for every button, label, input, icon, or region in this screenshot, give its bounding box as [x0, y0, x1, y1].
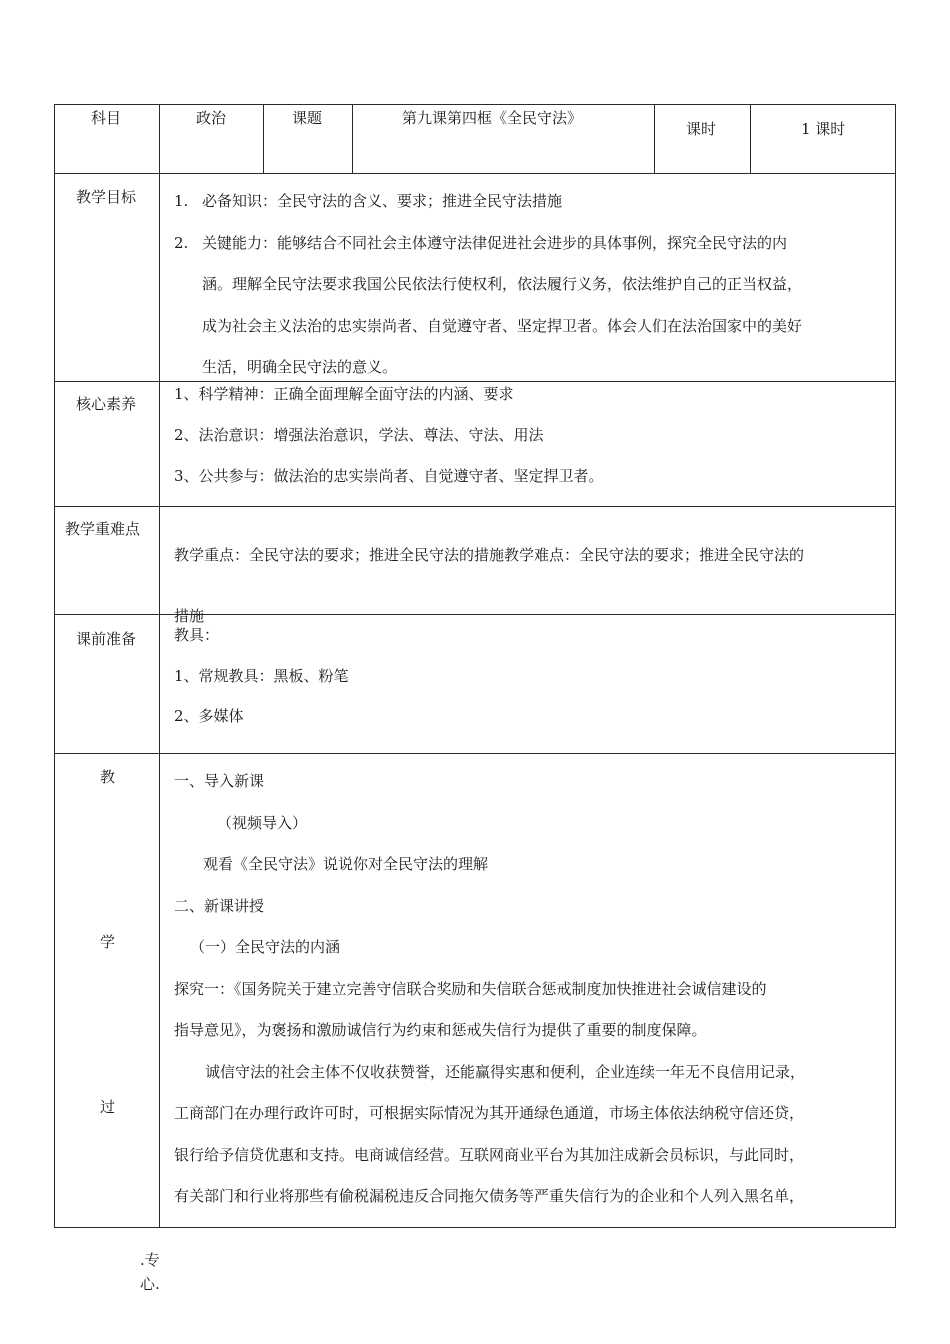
process-line: 探究一：《国务院关于建立完善守信联合奖励和失信联合惩戒制度加快推进社会诚信建设的 [174, 980, 767, 998]
process-label-char: 教 [100, 768, 116, 786]
column-divider [654, 104, 655, 174]
column-divider [159, 104, 160, 1228]
keypoints-label: 教学重难点 [65, 520, 141, 538]
subject-value: 政治 [196, 109, 227, 127]
goal-item-line: 关键能力：能够结合不同社会主体遵守法律促进社会进步的具体事例，探究全民守法的内 [202, 234, 788, 252]
process-label-char: 过 [100, 1098, 116, 1116]
column-divider [263, 104, 264, 174]
keypoints-text: 教学重点：全民守法的要求；推进全民守法的措施教学难点：全民守法的要求；推进全民守法的 [174, 546, 805, 564]
footer-mark: 心. [140, 1275, 160, 1293]
prep-label: 课前准备 [76, 630, 137, 648]
goal-number: 2. [174, 234, 189, 252]
process-section-heading: 二、新课讲授 [174, 897, 265, 915]
goals-label: 教学目标 [76, 188, 137, 206]
hours-label: 课时 [686, 120, 717, 138]
literacy-item: 3、公共参与：做法治的忠实崇尚者、自觉遵守者、坚定捍卫者。 [174, 467, 604, 485]
goal-item-line: 涵。理解全民守法要求我国公民依法行使权利，依法履行义务，依法维护自己的正当权益， [202, 275, 803, 293]
keypoints-text-clipped: 措施 [174, 607, 205, 625]
process-line: 银行给予信贷优惠和支持。电商诚信经营。互联网商业平台为其加注成新会员标识，与此同时， [174, 1146, 805, 1164]
process-section-heading: 一、导入新课 [174, 772, 265, 790]
process-subheading: （一）全民守法的内涵 [190, 938, 341, 956]
process-line: 指导意见》，为褒扬和激励诚信行为约束和惩戒失信行为提供了重要的制度保障。 [174, 1021, 707, 1039]
process-line: 有关部门和行业将那些有偷税漏税违反合同拖欠债务等严重失信行为的企业和个人列入黑名单， [174, 1187, 805, 1205]
goal-item-line: 生活，明确全民守法的意义。 [202, 358, 398, 376]
process-line: 诚信守法的社会主体不仅收获赞誉，还能赢得实惠和便利，企业连续一年无不良信用记录， [205, 1063, 806, 1081]
prep-item: 2、多媒体 [174, 707, 244, 725]
goal-number: 1. [174, 192, 189, 210]
subject-label: 科目 [91, 109, 122, 127]
process-line: 工商部门在办理行政许可时，可根据实际情况为其开通绿色通道，市场主体依法纳税守信还贷， [174, 1104, 805, 1122]
footer-mark: .专 [140, 1251, 160, 1269]
table-border-left [54, 104, 55, 1228]
process-line: 观看《全民守法》说说你对全民守法的理解 [203, 855, 489, 873]
table-border-top [54, 104, 896, 105]
row-divider [54, 381, 896, 382]
row-divider [54, 506, 896, 507]
process-label-char: 学 [100, 933, 116, 951]
row-divider [54, 173, 896, 174]
literacy-item: 1、科学精神：正确全面理解全面守法的内涵、要求 [174, 385, 514, 403]
topic-label: 课题 [292, 109, 323, 127]
topic-value: 第九课第四框《全民守法》 [402, 109, 583, 127]
goal-item-line: 成为社会主义法治的忠实崇尚者、自觉遵守者、坚定捍卫者。体会人们在法治国家中的美好 [202, 317, 803, 335]
table-border-right [895, 104, 896, 1228]
prep-item: 教具： [174, 626, 220, 644]
table-border-bottom [54, 1227, 896, 1228]
hours-value: 1 课时 [801, 120, 846, 138]
goal-item: 必备知识：全民守法的含义、要求；推进全民守法措施 [202, 192, 563, 210]
literacy-item: 2、法治意识：增强法治意识，学法、尊法、守法、用法 [174, 426, 544, 444]
literacy-label: 核心素养 [76, 395, 137, 413]
column-divider [750, 104, 751, 174]
process-line: （视频导入） [217, 814, 308, 832]
keypoints-overflow-clip [174, 606, 294, 625]
prep-item: 1、常规教具：黑板、粉笔 [174, 667, 349, 685]
row-divider [54, 753, 896, 754]
column-divider [352, 104, 353, 174]
